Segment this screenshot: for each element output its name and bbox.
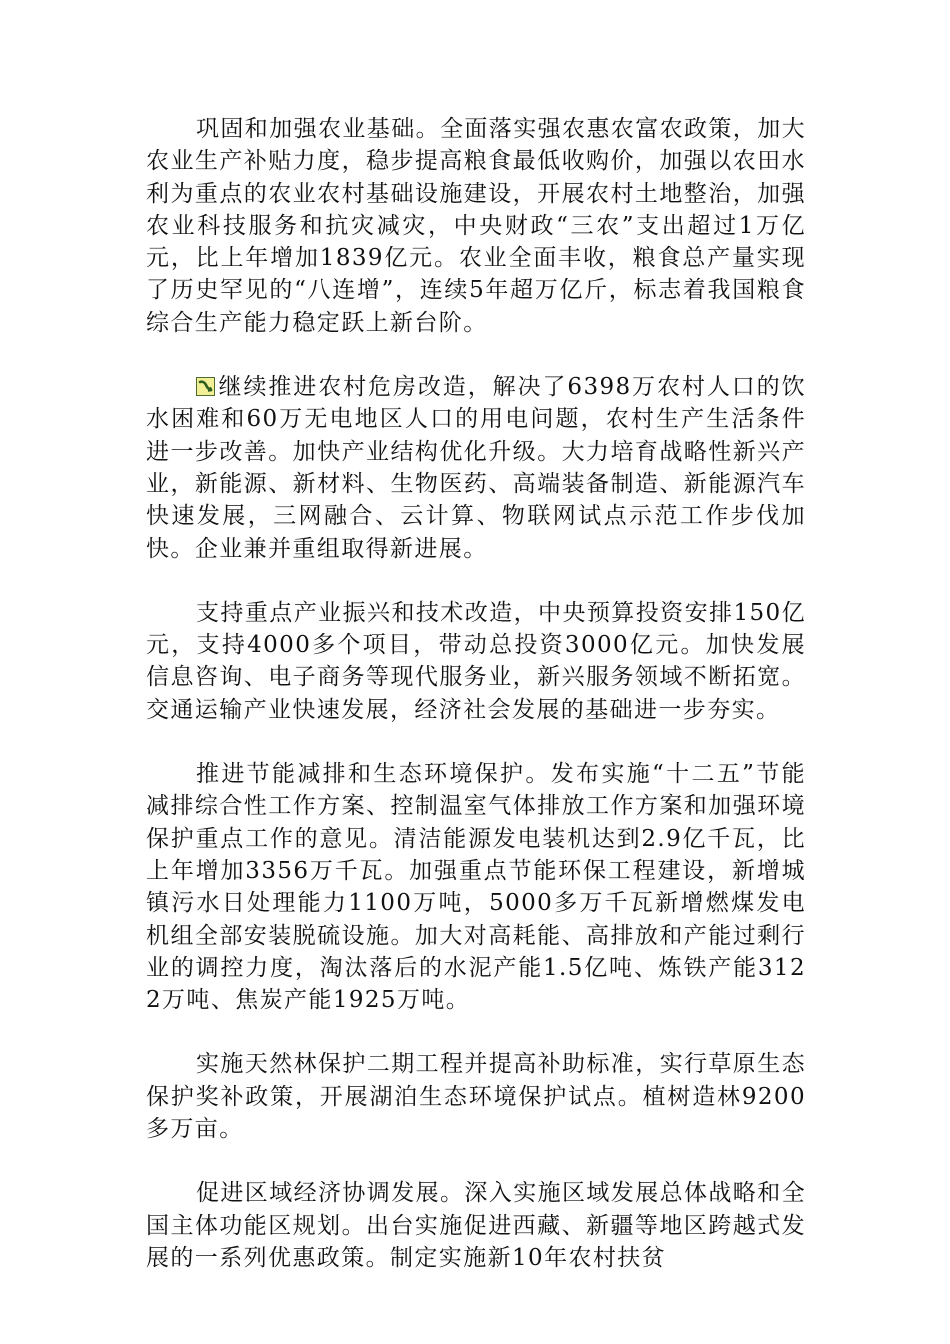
paragraph-energy-saving: 推进节能减排和生态环境保护。发布实施“十二五”节能减排综合性工作方案、控制温室气体排放工作方案和加强环境保护重点工作的意见。清洁能源发电装机达到2.9亿千瓦，比上年增加3356万千瓦。加强重点节能环保工程建设，新增城镇污水日处理能力1100万吨，5000多万千瓦新增燃煤发电机组全部安装脱硫设施。加大对高耗能、高排放和产能过剩行业的调控力度，淘汰落后的水泥产能1.5亿吨、炼铁产能3122万吨、焦炭产能1925万吨。 bbox=[146, 761, 806, 1014]
paragraph-rural-housing bbox=[146, 371, 806, 565]
paragraph-agriculture: 巩固和加强农业基础。全面落实强农惠农富农政策，加大农业生产补贴力度，稳步提高粮食最低收购价，加强以农田水利为重点的农业农村基础设施建设，开展农村土地整治，加强农业科技服务和抗灾减灾，中央财政“三农”支出超过1万亿元，比上年增加1839亿元。农业全面丰收，粮食总产量实现了历史罕见的“八连增”，连续5年超万亿斤，标志着我国粮食综合生产能力稳定跃上新台阶。 bbox=[146, 116, 806, 336]
note-link-icon[interactable] bbox=[196, 377, 215, 396]
paragraph-rural-housing-text: 继续推进农村危房改造，解决了6398万农村人口的饮水困难和60万无电地区人口的用电问题，农村生产生活条件进一步改善。加快产业结构优化升级。大力培育战略性新兴产业，新能源、新材料、生物医药、高端装备制造、新能源汽车快速发展，三网融合、云计算、物联网试点示范工作步伐加快。企业兼并重组取得新进展。 bbox=[146, 374, 806, 562]
document-body bbox=[146, 113, 806, 1274]
paragraph-regional-development: 促进区域经济协调发展。深入实施区域发展总体战略和全国主体功能区规划。出台实施促进西藏、新疆等地区跨越式发展的一系列优惠政策。制定实施新10年农村扶贫 bbox=[146, 1180, 806, 1271]
paragraph-industry-revitalization: 支持重点产业振兴和技术改造，中央预算投资安排150亿元，支持4000多个项目，带动总投资3000亿元。加快发展信息咨询、电子商务等现代服务业，新兴服务领域不断拓宽。交通运输产业快速发展，经济社会发展的基础进一步夯实。 bbox=[146, 599, 806, 723]
paragraph-forest-protection: 实施天然林保护二期工程并提高补助标准，实行草原生态保护奖补政策，开展湖泊生态环境保护试点。植树造林9200多万亩。 bbox=[146, 1051, 806, 1143]
